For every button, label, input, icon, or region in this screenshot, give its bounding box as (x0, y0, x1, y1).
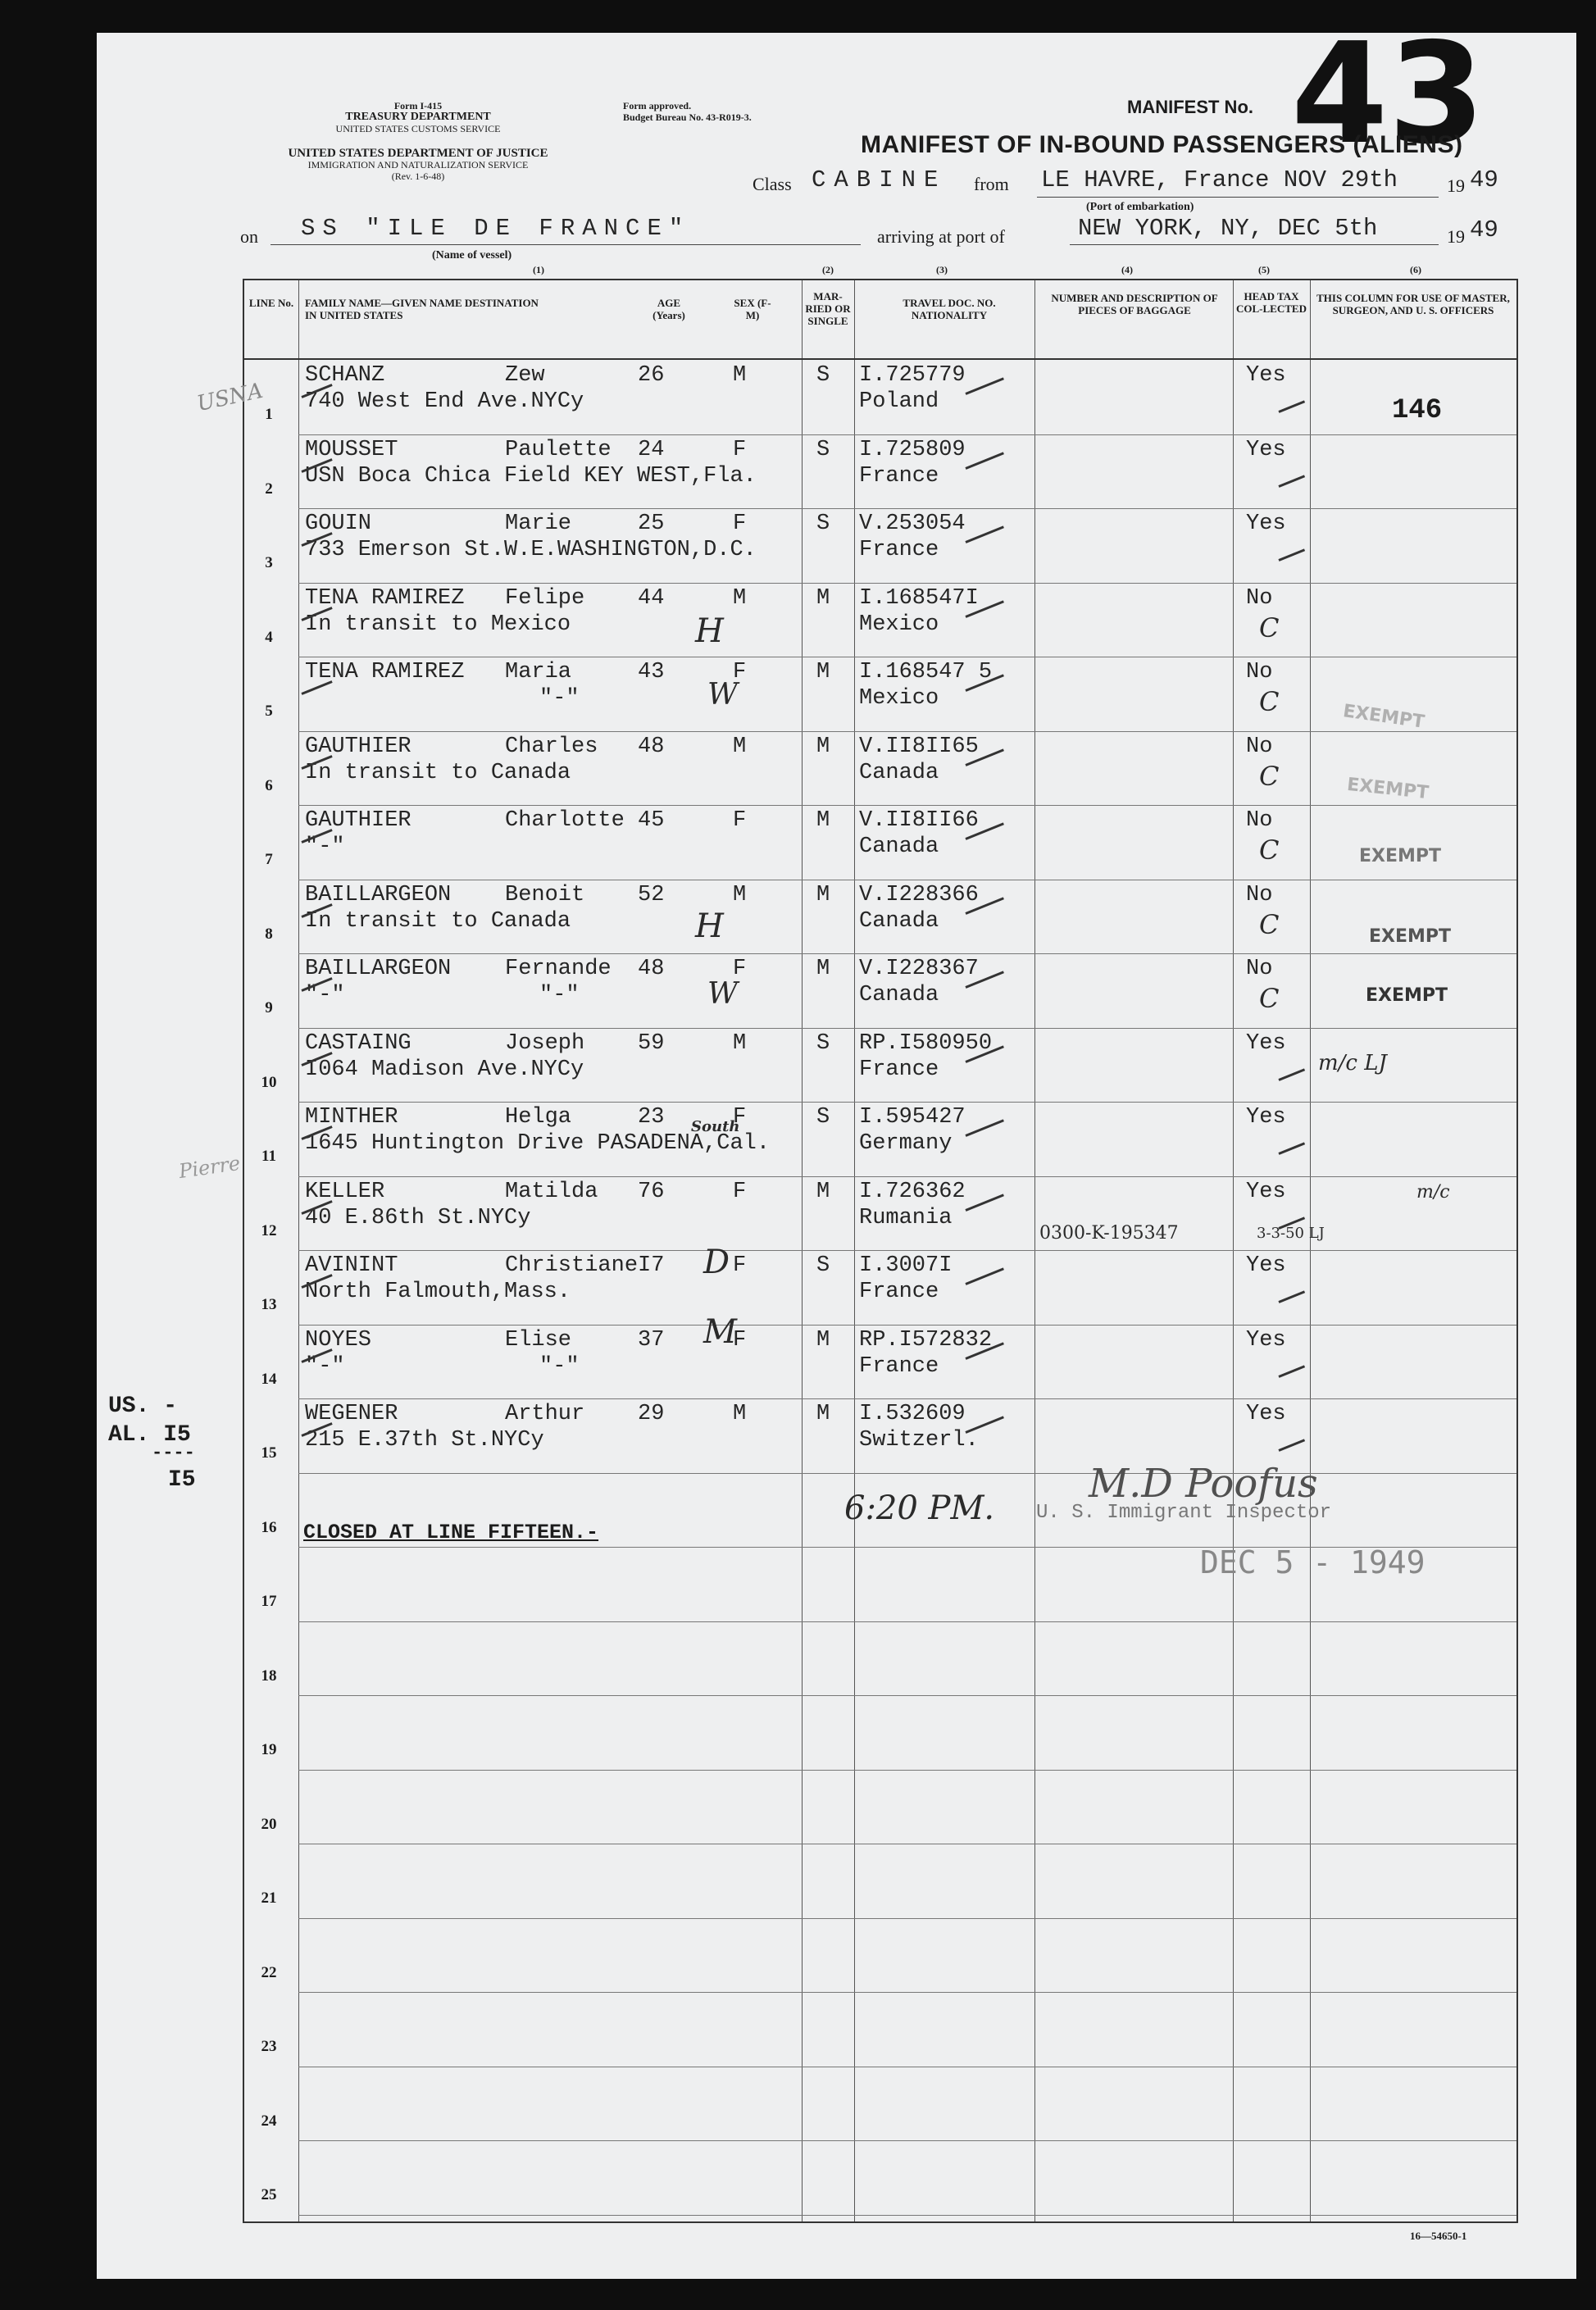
passenger-nationality: Rumania (859, 1205, 953, 1230)
row-rule (298, 583, 1516, 584)
passenger-family-name: CASTAING (305, 1030, 412, 1056)
passenger-head-tax: No (1246, 660, 1273, 684)
passenger-age: 45 (638, 808, 665, 833)
class-value: CABINE (812, 166, 947, 193)
passenger-sex: F (733, 512, 747, 536)
line-number: 20 (261, 1815, 277, 1833)
passenger-travel-doc: RP.I580950 (859, 1030, 993, 1056)
row-rule (298, 1325, 1516, 1326)
passenger-destination: 40 E.86th St.NYCy (305, 1205, 531, 1230)
passenger-nationality: Canada (859, 983, 939, 1007)
ins-service: IMMIGRATION AND NATURALIZATION SERVICE (307, 159, 529, 171)
row-rule (298, 731, 1516, 732)
header-rule (244, 358, 1516, 360)
row-rule (298, 1992, 1516, 1993)
passenger-marital-status: M (816, 1179, 830, 1204)
check-mark (965, 525, 1003, 543)
passenger-family-name: TENA RAMIREZ (305, 660, 465, 684)
check-mark (965, 1416, 1003, 1434)
exempt-stamp: EXEMPT (1345, 774, 1430, 804)
passenger-sex: F (733, 1253, 747, 1278)
passenger-destination: "-" (305, 1353, 345, 1379)
exempt-stamp: EXEMPT (1369, 926, 1452, 947)
passenger-family-name: NOYES (305, 1327, 372, 1353)
passenger-age: 76 (638, 1179, 665, 1204)
passenger-destination: I064 Madison Ave.NYCy (305, 1057, 584, 1082)
passenger-destination: 1645 Huntington Drive PASADENA,Cal. (305, 1131, 771, 1156)
tally-al: AL. I5 (108, 1422, 191, 1448)
passenger-head-tax: Yes (1246, 1105, 1286, 1130)
handwritten-c: C (1259, 686, 1280, 717)
ditto-mark: "-" (539, 1353, 580, 1379)
row-rule (298, 508, 1516, 509)
check-mark (1278, 475, 1305, 488)
manifest-no-label: MANIFEST No. (1127, 97, 1253, 117)
row-rule (298, 1102, 1516, 1103)
passenger-sex: F (733, 957, 747, 981)
baggage-date: 3-3-50 LJ (1257, 1225, 1325, 1242)
justice-dept: UNITED STATES DEPARTMENT OF JUSTICE (288, 147, 548, 160)
ditto-mark: "-" (539, 983, 580, 1007)
passenger-nationality: Germany (859, 1131, 953, 1156)
form-number: Form I-415 (393, 100, 443, 111)
passenger-age: 24 (638, 437, 665, 462)
manifest-number: 43 (1291, 13, 1485, 175)
arriving-label: arriving at port of (877, 226, 1005, 247)
passenger-nationality: Switzerl. (859, 1428, 979, 1453)
check-mark (1278, 1439, 1305, 1452)
passenger-marital-status: S (816, 1105, 830, 1130)
passenger-travel-doc: V.I228367 (859, 957, 979, 981)
col-number-1: (1) (533, 264, 544, 275)
handwritten-c: C (1259, 983, 1280, 1014)
passenger-given-name: Paulette (505, 437, 612, 462)
year-prefix-1: 19 (1447, 175, 1465, 196)
header-sex: SEX (F-M) (734, 297, 771, 321)
row-rule (298, 434, 1516, 435)
header-age: AGE (Years) (652, 297, 685, 321)
passenger-travel-doc: I.168547I (859, 585, 979, 611)
passenger-given-name: Zew (505, 363, 545, 388)
check-mark (1278, 548, 1305, 562)
line-number: 8 (265, 925, 273, 943)
passenger-marital-status: S (816, 437, 830, 462)
passenger-age: 23 (638, 1105, 665, 1130)
passenger-marital-status: M (816, 1402, 830, 1426)
passenger-age: 43 (638, 660, 665, 684)
year-1: 49 (1470, 166, 1498, 193)
line-number: 1 (265, 406, 273, 423)
line-number: 17 (261, 1593, 277, 1610)
baggage-reference: 0300-K-195347 (1039, 1223, 1179, 1244)
passenger-marital-status: M (816, 660, 830, 684)
ditto-mark: "-" (539, 686, 580, 711)
approval-block (623, 100, 752, 123)
passenger-destination: 215 E.37th St.NYCy (305, 1428, 544, 1453)
row-rule (298, 1473, 1516, 1474)
line-number: 15 (261, 1444, 277, 1462)
passenger-marital-status: S (816, 1253, 830, 1278)
row-rule (298, 1770, 1516, 1771)
passenger-head-tax: Yes (1246, 1402, 1286, 1426)
class-label: Class (753, 174, 792, 194)
line-number: 22 (261, 1963, 277, 1981)
handwritten-south: South (691, 1118, 740, 1135)
check-mark (1278, 400, 1305, 413)
col-divider (854, 280, 855, 2221)
handwritten-mc: m/c LJ (1318, 1051, 1387, 1075)
passenger-head-tax: Yes (1246, 1327, 1286, 1353)
col-divider (1310, 280, 1311, 2221)
treasury-dept: TREASURY DEPARTMENT (345, 111, 491, 123)
passenger-age: 59 (638, 1030, 665, 1056)
col-number-6: (6) (1410, 264, 1421, 275)
row-rule (298, 805, 1516, 806)
row-rule (298, 1695, 1516, 1696)
row-rule (298, 1176, 1516, 1177)
passenger-given-name: Christiane (505, 1253, 639, 1278)
passenger-given-name: Benoit (505, 882, 585, 907)
passenger-nationality: France (859, 1353, 939, 1379)
exempt-stamp: EXEMPT (1341, 701, 1426, 733)
line-number: 10 (261, 1073, 277, 1091)
passenger-given-name: Fernande (505, 957, 612, 981)
officer-number: 146 (1392, 395, 1443, 426)
col-number-4: (4) (1121, 264, 1133, 275)
closing-statement: CLOSED AT LINE FIFTEEN.- (303, 1521, 599, 1544)
check-mark (1278, 1290, 1305, 1303)
line-number: 13 (261, 1296, 277, 1313)
handwritten-c: C (1259, 834, 1280, 866)
passenger-nationality: France (859, 463, 939, 489)
passenger-sex: F (733, 1105, 747, 1130)
passenger-family-name: KELLER (305, 1179, 385, 1204)
passenger-age: 48 (638, 957, 665, 981)
check-mark (1278, 1365, 1305, 1378)
line-number: 4 (265, 628, 273, 646)
passenger-destination: 733 Emerson St.W.E.WASHINGTON,D.C. (305, 538, 757, 562)
from-label: from (974, 174, 1009, 194)
handwritten-c: C (1259, 612, 1280, 643)
passenger-nationality: France (859, 538, 939, 562)
passenger-family-name: GOUIN (305, 512, 372, 536)
line-number: 18 (261, 1667, 277, 1685)
passenger-marital-status: M (816, 957, 830, 981)
form-id-block (295, 100, 541, 134)
passenger-sex: M (733, 882, 747, 907)
col-divider (1034, 280, 1035, 2221)
passenger-nationality: Canada (859, 834, 939, 859)
embarkation-caption: (Port of embarkation) (1086, 201, 1194, 213)
passenger-table (243, 279, 1518, 2223)
handwritten-h: H (695, 907, 724, 945)
passenger-age: I7 (638, 1253, 665, 1278)
margin-note-usna: USNA (194, 378, 266, 417)
passenger-head-tax: Yes (1246, 1253, 1286, 1278)
tally-rule: ---- (152, 1443, 195, 1463)
passenger-destination: North Falmouth,Mass. (305, 1280, 571, 1304)
header-line-no: LINE No. (248, 297, 294, 309)
handwritten-w: W (707, 977, 739, 1011)
row-rule (298, 1028, 1516, 1029)
passenger-head-tax: Yes (1246, 1179, 1286, 1204)
passenger-sex: F (733, 1327, 747, 1353)
line-number: 19 (261, 1741, 277, 1758)
passenger-family-name: MINTHER (305, 1105, 398, 1130)
passenger-family-name: AVININT (305, 1253, 398, 1278)
passenger-marital-status: S (816, 363, 830, 388)
footer-code: 16—54650-1 (1410, 2230, 1467, 2242)
budget-bureau: Budget Bureau No. 43-R019-3. (623, 111, 752, 123)
passenger-nationality: France (859, 1280, 939, 1304)
line-number: 5 (265, 703, 273, 720)
passenger-given-name: Matilda (505, 1179, 598, 1204)
passenger-marital-status: S (816, 512, 830, 536)
margin-note-pierre: Pierre (177, 1151, 242, 1184)
passenger-family-name: MOUSSET (305, 437, 398, 462)
handwritten-c: C (1259, 908, 1280, 940)
passenger-sex: M (733, 585, 747, 611)
passenger-age: 37 (638, 1327, 665, 1353)
header-head-tax: HEAD TAX COL-LECTED (1236, 290, 1307, 315)
arrival-port: NEW YORK, NY, DEC 5th (1078, 215, 1378, 242)
col-divider (802, 280, 803, 2221)
passenger-travel-doc: I.532609 (859, 1402, 966, 1426)
col-number-2: (2) (822, 264, 834, 275)
line-number: 23 (261, 2038, 277, 2055)
header-officers: THIS COLUMN FOR USE OF MASTER, SURGEON, AND U. S. OFFICERS (1316, 292, 1510, 316)
exempt-stamp: EXEMPT (1359, 846, 1442, 866)
passenger-age: 29 (638, 1402, 665, 1426)
year-prefix-2: 19 (1447, 226, 1465, 247)
passenger-head-tax: Yes (1246, 437, 1286, 462)
year-2: 49 (1470, 216, 1498, 243)
check-mark (1278, 1068, 1305, 1081)
passenger-destination: "-" (305, 983, 345, 1007)
handwritten-h: H (695, 612, 724, 650)
passenger-travel-doc: I.726362 (859, 1179, 966, 1204)
passenger-marital-status: M (816, 1327, 830, 1353)
line-number: 7 (265, 851, 273, 868)
passenger-given-name: Joseph (505, 1030, 585, 1056)
passenger-given-name: Marie (505, 512, 572, 536)
handwritten-d: D (703, 1244, 730, 1281)
passenger-family-name: GAUTHIER (305, 734, 412, 759)
passenger-family-name: GAUTHIER (305, 808, 412, 833)
passenger-sex: M (733, 1402, 747, 1426)
handwritten-w: W (707, 678, 739, 712)
passenger-head-tax: Yes (1246, 512, 1286, 536)
passenger-travel-doc: I.725779 (859, 363, 966, 388)
passenger-marital-status: M (816, 808, 830, 833)
row-rule (298, 1918, 1516, 1919)
tally-us: US. - (108, 1394, 178, 1419)
line-number: 11 (261, 1148, 276, 1165)
passenger-nationality: France (859, 1057, 939, 1082)
passenger-family-name: SCHANZ (305, 363, 385, 388)
passenger-travel-doc: I.3007I (859, 1253, 953, 1278)
on-label: on (240, 226, 258, 247)
line-number: 25 (261, 2186, 277, 2203)
handwritten-c: C (1259, 760, 1280, 792)
line-number: 14 (261, 1370, 277, 1388)
passenger-sex: M (733, 1030, 747, 1056)
vessel-caption: (Name of vessel) (432, 249, 512, 261)
line-number: 16 (261, 1518, 277, 1536)
header-rule-2 (271, 244, 861, 245)
passenger-head-tax: No (1246, 734, 1273, 759)
passenger-given-name: Helga (505, 1105, 572, 1130)
passenger-destination: In transit to Canada (305, 908, 571, 934)
passenger-family-name: BAILLARGEON (305, 957, 452, 981)
passenger-head-tax: No (1246, 585, 1273, 611)
row-rule (298, 1621, 1516, 1622)
passenger-travel-doc: I.725809 (859, 437, 966, 462)
passenger-sex: F (733, 1179, 747, 1204)
check-mark (1278, 1142, 1305, 1155)
passenger-nationality: Poland (859, 389, 939, 414)
passenger-given-name: Arthur (505, 1402, 585, 1426)
embarkation-port: LE HAVRE, France NOV 29th (1041, 166, 1398, 193)
passenger-head-tax: Yes (1246, 363, 1286, 388)
passenger-destination: 740 West End Ave.NYCy (305, 389, 584, 414)
passenger-travel-doc: V.II8II66 (859, 808, 979, 833)
row-rule (298, 2215, 1516, 2216)
inspector-label: U. S. Immigrant Inspector (1036, 1502, 1332, 1524)
passenger-destination: USN Boca Chica Field KEY WEST,Fla. (305, 463, 757, 489)
check-mark (965, 1267, 1003, 1285)
date-stamp: DEC 5 - 1949 (1200, 1544, 1425, 1580)
passenger-travel-doc: V.253054 (859, 512, 966, 536)
passenger-nationality: Canada (859, 908, 939, 934)
check-mark (965, 1194, 1003, 1212)
line-number: 3 (265, 554, 273, 571)
row-rule (298, 1398, 1516, 1399)
passenger-head-tax: No (1246, 882, 1273, 907)
passenger-nationality: Canada (859, 760, 939, 785)
passenger-head-tax: No (1246, 808, 1273, 833)
passenger-travel-doc: V.II8II65 (859, 734, 979, 759)
handwritten-m: M (703, 1313, 737, 1351)
passenger-sex: M (733, 734, 747, 759)
passenger-head-tax: Yes (1246, 1030, 1286, 1056)
row-rule (298, 2140, 1516, 2141)
passenger-destination: In transit to Canada (305, 760, 571, 785)
col-divider (1233, 280, 1234, 2221)
passenger-age: 52 (638, 882, 665, 907)
passenger-sex: F (733, 660, 747, 684)
passenger-given-name: Maria (505, 660, 572, 684)
passenger-marital-status: M (816, 585, 830, 611)
header-baggage: NUMBER AND DESCRIPTION OF PIECES OF BAGGAGE (1051, 292, 1218, 316)
line-number: 6 (265, 776, 273, 794)
passenger-sex: F (733, 808, 747, 833)
passenger-destination: "-" (305, 834, 345, 859)
passenger-family-name: TENA RAMIREZ (305, 585, 465, 611)
line-number: 9 (265, 999, 273, 1016)
handwritten-mc: m/c (1416, 1182, 1450, 1203)
line-number: 24 (261, 2112, 277, 2130)
line-number: 21 (261, 1889, 277, 1907)
passenger-nationality: Mexico (859, 686, 939, 711)
passenger-age: 48 (638, 734, 665, 759)
header-rule-1 (1037, 197, 1439, 198)
passenger-sex: M (733, 363, 747, 388)
row-rule (298, 1250, 1516, 1251)
passenger-given-name: Charles (505, 734, 598, 759)
header-married: MAR-RIED OR SINGLE (805, 290, 851, 327)
manifest-title: MANIFEST OF IN-BOUND PASSENGERS (ALIENS) (861, 131, 1463, 158)
passenger-given-name: Elise (505, 1327, 572, 1353)
col-divider (298, 280, 299, 2221)
passenger-marital-status: M (816, 882, 830, 907)
inspector-signature: M.D Poofus (1089, 1461, 1318, 1507)
passenger-given-name: Charlotte (505, 808, 625, 833)
customs-service: UNITED STATES CUSTOMS SERVICE (335, 123, 501, 134)
passenger-given-name: Felipe (505, 585, 585, 611)
row-rule (298, 953, 1516, 954)
passenger-age: 25 (638, 512, 665, 536)
form-revision: (Rev. 1-6-48) (391, 171, 445, 182)
header-travel-doc: TRAVEL DOC. NO. NATIONALITY (903, 297, 996, 321)
col-number-3: (3) (936, 264, 948, 275)
line-number: 12 (261, 1221, 277, 1239)
tally-total: I5 (168, 1467, 196, 1493)
passenger-travel-doc: I.168547 5 (859, 660, 993, 684)
check-mark (965, 1119, 1003, 1137)
header-name: FAMILY NAME—GIVEN NAME DESTINATION IN UNITED STATES (305, 297, 539, 321)
col-number-5: (5) (1258, 264, 1270, 275)
passenger-travel-doc: I.595427 (859, 1105, 966, 1130)
passenger-age: 44 (638, 585, 665, 611)
passenger-head-tax: No (1246, 957, 1273, 981)
justice-block (238, 148, 598, 182)
closing-time: 6:20 PM. (844, 1489, 995, 1527)
passenger-age: 26 (638, 363, 665, 388)
vessel-name: SS "ILE DE FRANCE" (301, 215, 691, 242)
exempt-stamp: EXEMPT (1366, 985, 1448, 1006)
header-rule-3 (1070, 244, 1439, 245)
passenger-family-name: BAILLARGEON (305, 882, 452, 907)
passenger-nationality: Mexico (859, 612, 939, 637)
passenger-marital-status: M (816, 734, 830, 759)
passenger-destination: In transit to Mexico (305, 612, 571, 637)
passenger-marital-status: S (816, 1030, 830, 1056)
passenger-travel-doc: RP.I572832 (859, 1327, 993, 1353)
check-mark (965, 452, 1003, 470)
passenger-family-name: WEGENER (305, 1402, 398, 1426)
passenger-travel-doc: V.I228366 (859, 882, 979, 907)
line-number: 2 (265, 480, 273, 498)
form-approved: Form approved. (623, 100, 692, 111)
check-mark (965, 377, 1003, 395)
passenger-sex: F (733, 437, 747, 462)
